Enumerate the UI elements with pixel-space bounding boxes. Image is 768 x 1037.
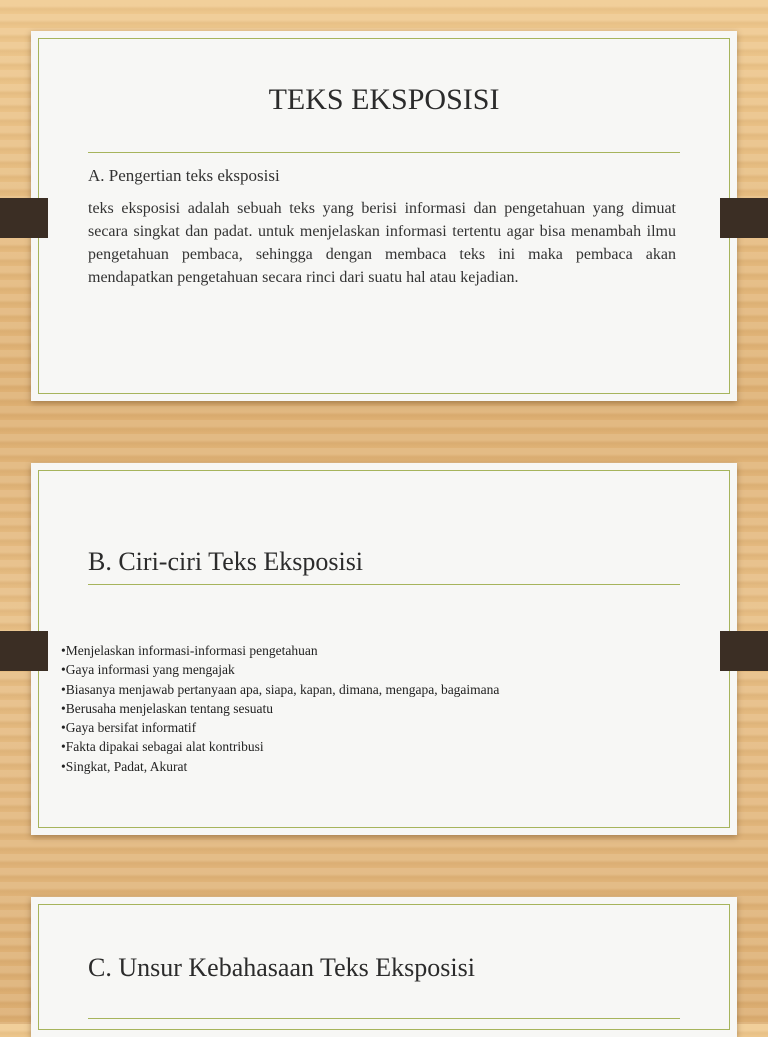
slide-3 [31, 897, 737, 1037]
list-item: •Gaya informasi yang mengajak [61, 662, 235, 678]
title-divider [88, 152, 680, 153]
slide-1 [31, 31, 737, 401]
characteristics-list [61, 641, 499, 776]
binder-tab-left [0, 631, 48, 671]
slide-title: B. Ciri-ciri Teks Eksposisi [88, 547, 364, 576]
list-item: •Biasanya menjawab pertanyaan apa, siapa, kapan, dimana, mengapa, bagaimana [61, 681, 500, 697]
binder-tab-right [720, 631, 768, 671]
title-divider [88, 1018, 680, 1019]
list-item: •Fakta dipakai sebagai alat kontribusi [61, 739, 264, 755]
definition-paragraph: teks eksposisi adalah sebuah teks yang berisi informasi dan pengetahuan yang dimuat secara singkat dan padat. untuk menjelaskan informasi tertentu agar bisa menambah ilmu pengetahuan pembaca, sehingga dengan membaca teks ini maka pembaca akan mendapatkan pengetahuan secara rinci dari suatu hal atau kejadian. [88, 200, 676, 286]
list-item: •Berusaha menjelaskan tentang sesuatu [61, 700, 274, 716]
section-subheading: A. Pengertian teks eksposisi [88, 166, 280, 185]
list-item: •Gaya bersifat informatif [61, 720, 197, 736]
binder-tab-right [720, 198, 768, 238]
binder-tab-left [0, 198, 48, 238]
slide-title: TEKS EKSPOSISI [268, 83, 500, 116]
title-divider [88, 584, 680, 585]
slide-2 [31, 463, 737, 835]
list-item: •Singkat, Padat, Akurat [61, 758, 188, 774]
slide-title: C. Unsur Kebahasaan Teks Eksposisi [88, 953, 475, 982]
list-item: •Menjelaskan informasi-informasi pengetahuan [61, 643, 318, 658]
